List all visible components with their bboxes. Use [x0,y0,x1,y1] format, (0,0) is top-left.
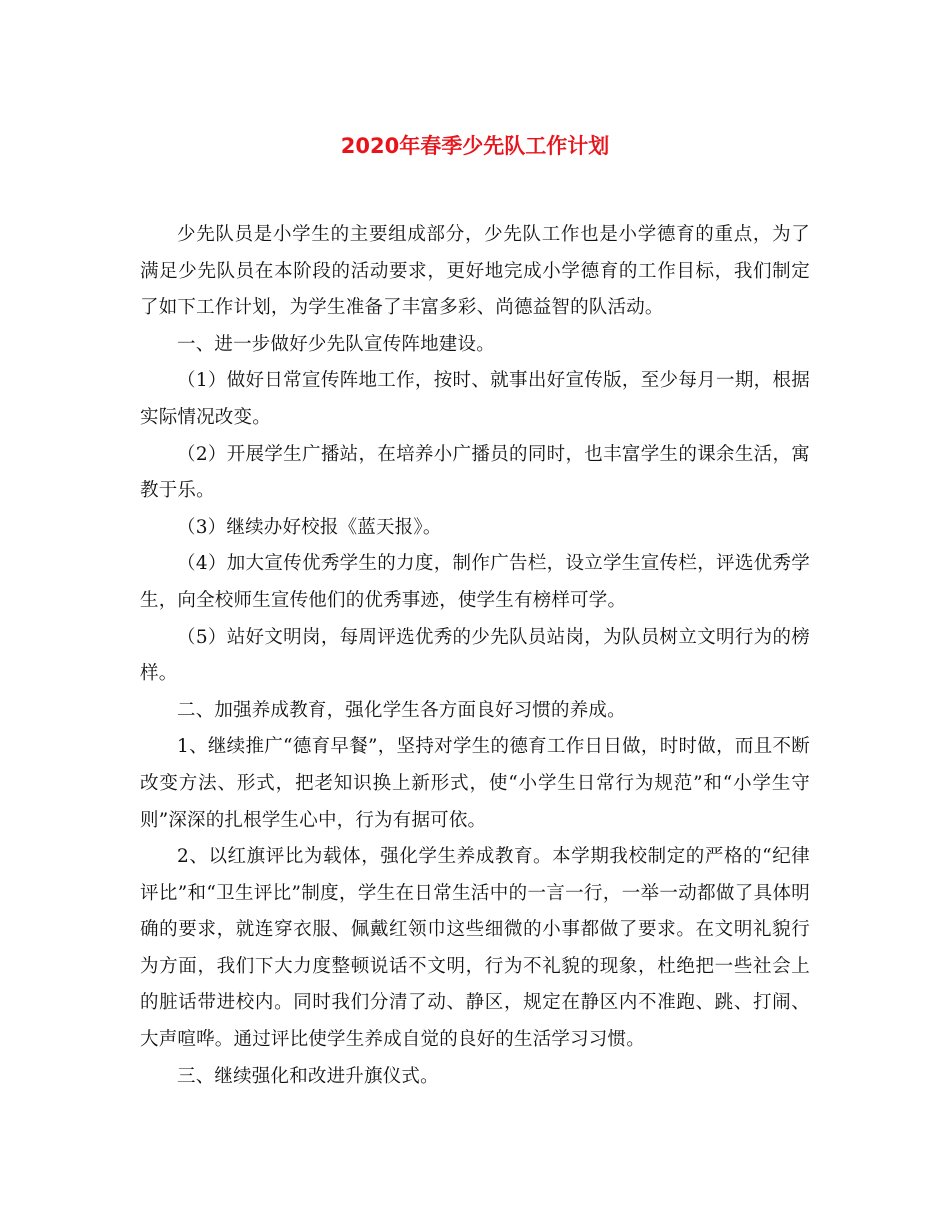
document-title: 2020年春季少先队工作计划 [340,134,610,158]
list-item-4: （4）加大宣传优秀学生的力度，制作广告栏，设立学生宣传栏，评选优秀学生，向全校师生宣传他们的优秀事迹，使学生有榜样可学。 [140,553,810,611]
numbered-paragraph-1: 1、继续推广“德育早餐”，坚持对学生的德育工作日日做，时时做，而且不断改变方法、形式，把老知识换上新形式，使“小学生日常行为规范”和“小学生守则”深深的扎根学生心中，行为有据可依。 [140,736,810,831]
intro-paragraph: 少先队员是小学生的主要组成部分，少先队工作也是小学德育的重点，为了满足少先队员在本阶段的活动要求，更好地完成小学德育的工作目标，我们制定了如下工作计划，为学生准备了丰富多彩、尚德益智的队活动。 [140,224,810,319]
list-item-1: （1）做好日常宣传阵地工作，按时、就事出好宣传版，至少每月一期，根据实际情况改变。 [140,370,810,428]
list-item-5: （5）站好文明岗，每周评选优秀的少先队员站岗，为队员树立文明行为的榜样。 [140,626,810,685]
section-heading-2: 二、加强养成教育，强化学生各方面良好习惯的养成。 [177,699,626,721]
list-item-3: （3）继续办好校报《蓝天报》。 [177,516,442,538]
numbered-paragraph-2: 2、以红旗评比为载体，强化学生养成教育。本学期我校制定的严格的“纪律评比”和“卫生评比”制度，学生在日常生活中的一言一行，一举一动都做了具体明确的要求，就连穿衣服、佩戴红领巾这些细微的小事都做了要求。在文明礼貌行为方面，我们下大力度整顿说话不文明，行为不礼貌的现象，杜绝把一些社会上的脏话带进校内。同时我们分清了动、静区，规定在静区内不准跑、跳、打闹、大声喧哗。通过评比使学生养成自觉的良好的生活学习习惯。 [140,846,810,1051]
document-body [140,217,810,1095]
list-item-2: （2）开展学生广播站，在培养小广播员的同时，也丰富学生的课余生活，寓教于乐。 [140,443,810,502]
section-heading-3: 三、继续强化和改进升旗仪式。 [177,1065,439,1087]
section-heading-1: 一、进一步做好少先队宣传阵地建设。 [177,333,495,355]
